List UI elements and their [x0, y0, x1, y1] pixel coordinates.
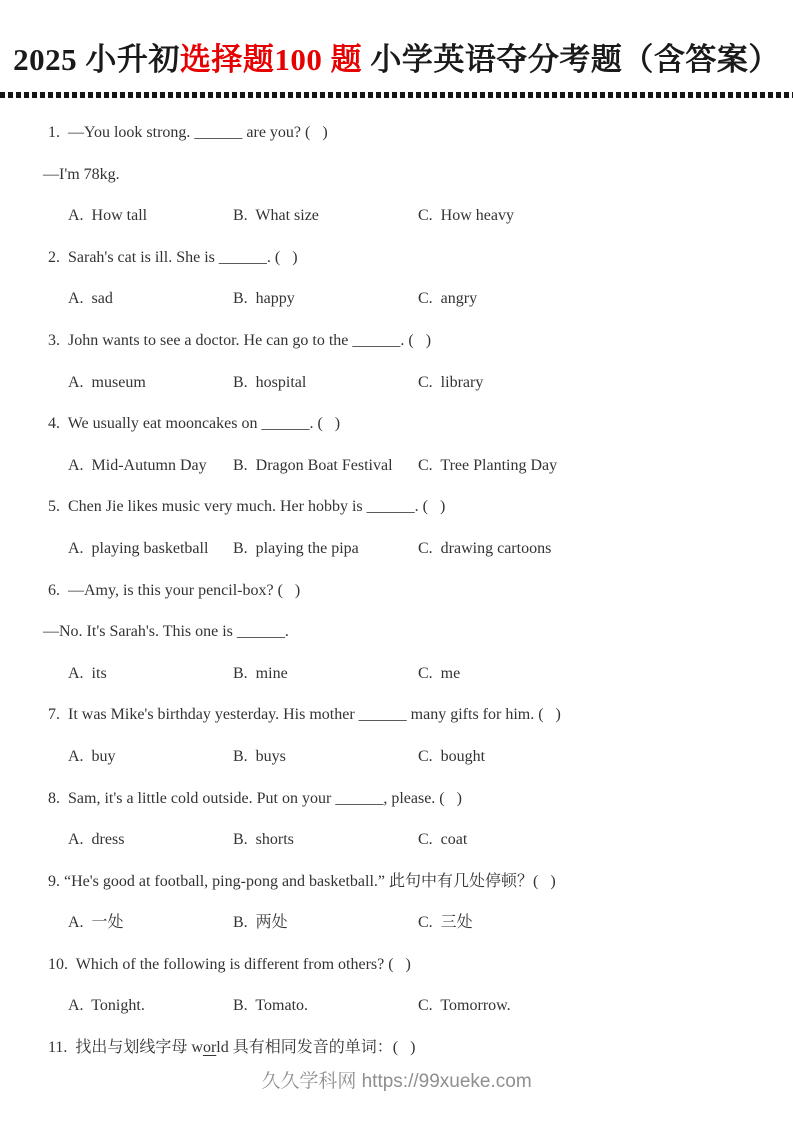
question-11-text-before: 11. 找出与划线字母 w — [48, 1039, 203, 1057]
question-4-option-b: B. Dragon Boat Festival — [233, 456, 393, 474]
question-2-option-a: A. sad — [68, 290, 113, 308]
question-3-option-a: A. museum — [68, 373, 146, 391]
question-11-text-after: ld 具有相同发音的单词：( ) — [216, 1039, 416, 1057]
question-1-option-a: A. How tall — [68, 207, 148, 225]
question-6-option-b: B. mine — [233, 664, 288, 682]
question-4-option-a: A. Mid-Autumn Day — [68, 456, 207, 474]
dotted-divider — [0, 92, 793, 98]
question-9-option-c: C. 三处 — [418, 914, 473, 932]
title-highlight-red: 选择题100 题 — [179, 42, 363, 77]
question-6-option-c: C. me — [418, 664, 461, 682]
question-5-options — [48, 528, 763, 570]
question-4-option-c: C. Tree Planting Day — [418, 456, 558, 474]
question-4-options — [48, 445, 763, 487]
question-5-option-c: C. drawing cartoons — [418, 539, 552, 557]
question-6-dialogue-line: —No. It's Sarah's. This one is ______. — [43, 623, 289, 641]
question-5-option-b: B. playing the pipa — [233, 539, 359, 557]
question-8-text: 8. Sam, it's a little cold outside. Put on your ______, please. ( ) — [48, 789, 462, 807]
question-10-text: 10. Which of the following is different from others? ( ) — [48, 955, 411, 973]
question-3-option-c: C. library — [418, 373, 484, 391]
question-5-text: 5. Chen Jie likes music very much. Her hobby is ______. ( ) — [48, 498, 446, 516]
question-2-text: 2. Sarah's cat is ill. She is ______. ( ) — [48, 248, 298, 266]
title-part-right: 小学英语夺分考题（含答案） — [362, 42, 780, 77]
page-title — [0, 34, 793, 79]
question-9-text: 9. “He's good at football, ping-pong and basketball.” 此句中有几处停顿？( ) — [48, 872, 556, 890]
question-8-option-b: B. shorts — [233, 831, 294, 849]
question-3-options — [48, 362, 763, 404]
title-part-left: 2025 小升初 — [13, 42, 180, 77]
footer-watermark: 久久学科网 https://99xueke.com — [261, 1071, 532, 1092]
question-7-options — [48, 736, 763, 778]
question-7-option-c: C. bought — [418, 747, 486, 765]
question-8-option-c: C. coat — [418, 831, 468, 849]
question-1-options — [48, 195, 763, 237]
question-2-options — [48, 278, 763, 320]
question-11-underlined-letters: or — [202, 1039, 217, 1057]
question-10-option-c: C. Tomorrow. — [418, 997, 511, 1015]
question-6-text: 6. —Amy, is this your pencil-box? ( ) — [48, 581, 301, 599]
question-1-text: 1. —You look strong. ______ are you? ( ) — [48, 124, 328, 141]
question-9-option-a: A. 一处 — [68, 914, 124, 932]
question-9-option-b: B. 两处 — [233, 914, 288, 932]
question-9-options — [48, 902, 763, 944]
question-10-options — [48, 985, 763, 1027]
question-3-option-b: B. hospital — [233, 373, 307, 391]
question-1-option-b: B. What size — [233, 207, 319, 225]
question-11-text — [48, 1027, 763, 1069]
question-6-options — [48, 653, 763, 695]
question-3-text: 3. John wants to see a doctor. He can go to the ______. ( ) — [48, 331, 432, 349]
question-2-option-b: B. happy — [233, 290, 295, 308]
question-8-options — [48, 819, 763, 861]
question-1-option-c: C. How heavy — [418, 207, 514, 225]
question-7-text: 7. It was Mike's birthday yesterday. His mother ______ many gifts for him. ( ) — [48, 706, 561, 724]
question-8-option-a: A. dress — [68, 831, 125, 849]
question-5-option-a: A. playing basketball — [68, 539, 209, 557]
question-4-text: 4. We usually eat mooncakes on ______. ( ) — [48, 415, 341, 433]
question-7-option-a: A. buy — [68, 747, 116, 765]
question-10-option-a: A. Tonight. — [68, 997, 145, 1015]
question-10-option-b: B. Tomato. — [233, 997, 309, 1015]
question-6-option-a: A. its — [68, 664, 107, 682]
question-7-option-b: B. buys — [233, 747, 286, 765]
question-2-option-c: C. angry — [418, 290, 478, 308]
question-1-dialogue-line: —I'm 78kg. — [43, 165, 120, 183]
questions-list — [43, 112, 763, 1069]
